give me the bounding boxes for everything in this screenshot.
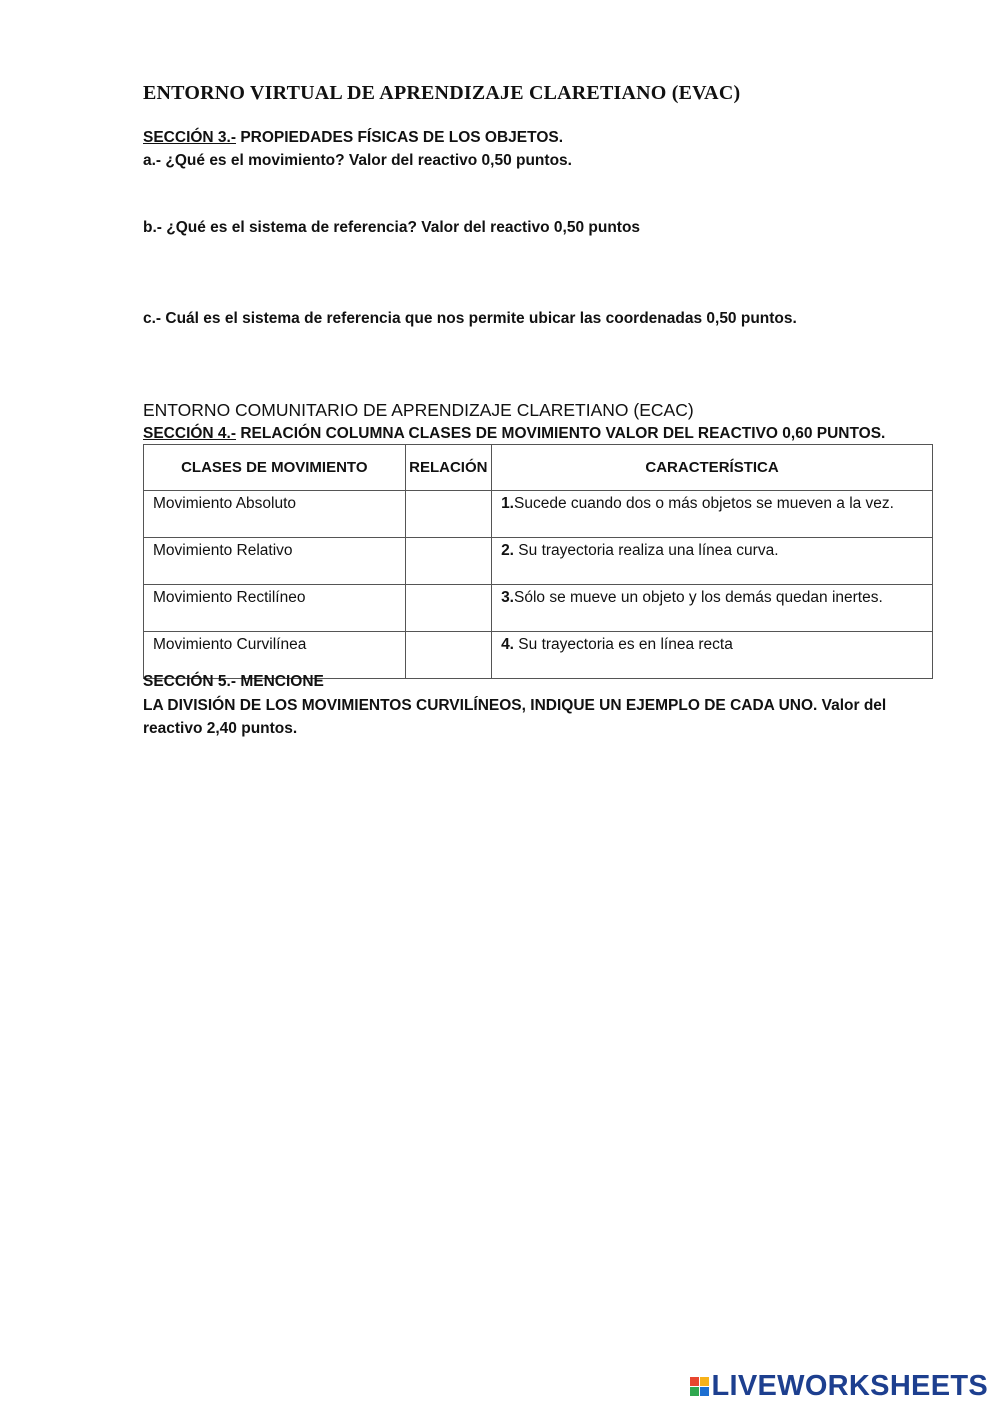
- header-relacion: RELACIÓN: [405, 445, 491, 491]
- caracteristica-cell: [492, 538, 933, 585]
- section3-title: PROPIEDADES FÍSICAS DE LOS OBJETOS.: [236, 129, 564, 146]
- section3-heading: [143, 129, 563, 147]
- table-row: [144, 538, 933, 585]
- caracteristica-text: Sucede cuando dos o más objetos se mueven a la vez.: [514, 495, 894, 512]
- caracteristica-text: Su trayectoria es en línea recta: [514, 636, 733, 653]
- header-clases: CLASES DE MOVIMIENTO: [144, 445, 406, 491]
- question-c: c.- Cuál es el sistema de referencia que nos permite ubicar las coordenadas 0,50 puntos.: [143, 310, 797, 327]
- question-a: a.- ¿Qué es el movimiento? Valor del reactivo 0,50 puntos.: [143, 152, 572, 169]
- section4-label: SECCIÓN 4.-: [143, 425, 237, 442]
- caracteristica-text: Su trayectoria realiza una línea curva.: [514, 542, 779, 559]
- caracteristica-number: 3.: [501, 589, 514, 606]
- clase-cell: Movimiento Relativo: [144, 538, 406, 585]
- logo-text: LIVEWORKSHEETS: [711, 1370, 988, 1402]
- relacion-answer-cell[interactable]: [405, 491, 491, 538]
- caracteristica-cell: [492, 585, 933, 632]
- liveworksheets-logo: [690, 1370, 989, 1403]
- relacion-answer-cell[interactable]: [405, 538, 491, 585]
- logo-mark-icon: [690, 1377, 709, 1396]
- section3-label: SECCIÓN 3.-: [143, 129, 237, 146]
- logo-square: [700, 1377, 709, 1386]
- caracteristica-number: 2.: [501, 542, 514, 559]
- section4-heading: [143, 425, 885, 443]
- clase-cell: Movimiento Absoluto: [144, 491, 406, 538]
- section4-title: RELACIÓN COLUMNA CLASES DE MOVIMIENTO VALOR DEL REACTIVO 0,60 PUNTOS.: [236, 425, 886, 442]
- section5-title: SECCIÓN 5.- MENCIONE: [143, 673, 324, 690]
- caracteristica-cell: [492, 491, 933, 538]
- caracteristica-text: Sólo se mueve un objeto y los demás quedan inertes.: [514, 589, 883, 606]
- table-header-row: [144, 445, 933, 491]
- logo-square: [700, 1387, 709, 1396]
- caracteristica-number: 1.: [501, 495, 514, 512]
- page-title: ENTORNO VIRTUAL DE APRENDIZAJE CLARETIANO (EVAC): [143, 82, 741, 104]
- relation-table: [143, 444, 933, 679]
- clase-cell: Movimiento Rectilíneo: [144, 585, 406, 632]
- table-row: [144, 585, 933, 632]
- question-b: b.- ¿Qué es el sistema de referencia? Valor del reactivo 0,50 puntos: [143, 219, 641, 236]
- section5: [143, 670, 933, 741]
- logo-square: [690, 1387, 699, 1396]
- clase-cell: Movimiento Curvilínea: [144, 632, 406, 679]
- relacion-answer-cell[interactable]: [405, 585, 491, 632]
- table-row: [144, 491, 933, 538]
- caracteristica-number: 4.: [501, 636, 514, 653]
- header-caracteristica: CARACTERÍSTICA: [492, 445, 933, 491]
- section5-body: LA DIVISIÓN DE LOS MOVIMIENTOS CURVILÍNEOS, INDIQUE UN EJEMPLO DE CADA UNO. Valor del reactivo 2,40 puntos.: [143, 696, 887, 737]
- community-title: ENTORNO COMUNITARIO DE APRENDIZAJE CLARETIANO (ECAC): [143, 400, 694, 420]
- logo-square: [690, 1377, 699, 1386]
